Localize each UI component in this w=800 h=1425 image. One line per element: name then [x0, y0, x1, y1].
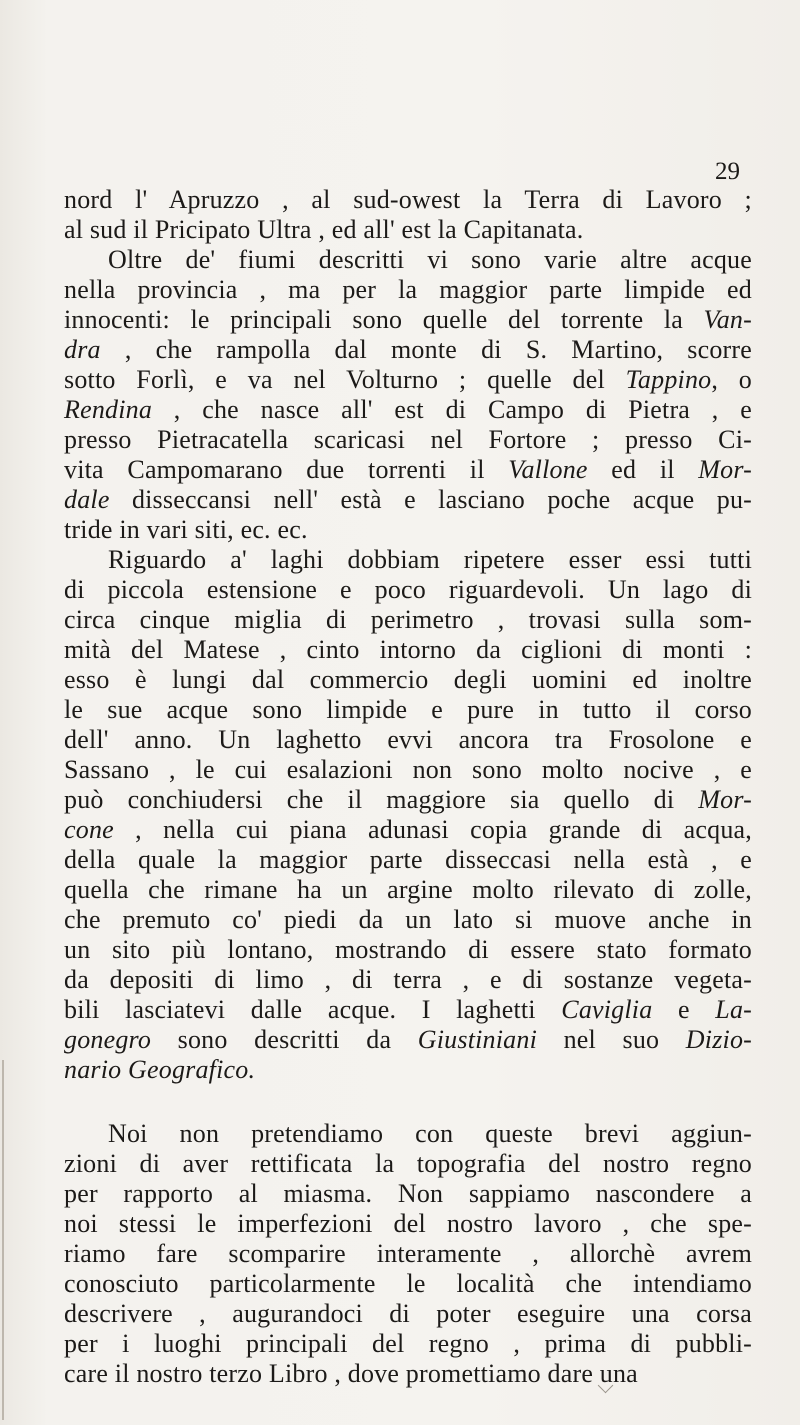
text-segment: presso Pietracatella scaricasi nel Fortore ; presso Ci-	[64, 425, 752, 454]
text-segment: riamo fare scomparire interamente , allorchè avrem	[64, 1239, 752, 1268]
text-line	[64, 1209, 752, 1239]
text-segment: Dizio-	[685, 1025, 752, 1054]
text-segment: Mor-	[698, 785, 752, 814]
text-line	[64, 275, 752, 305]
text-line	[64, 1299, 752, 1329]
text-segment: può conchiudersi che il maggiore sia quello di	[64, 785, 699, 814]
text-line	[64, 665, 752, 695]
text-line	[64, 605, 752, 635]
text-line	[64, 1025, 752, 1055]
text-line	[64, 485, 752, 515]
text-line	[64, 1119, 752, 1149]
text-segment: care il nostro terzo Libro , dove promettiamo dare una	[64, 1359, 638, 1388]
text-segment: disseccansi nell' està e lasciano poche acque pu-	[109, 485, 752, 514]
text-line	[64, 245, 752, 275]
text-segment: Rendina	[64, 395, 153, 424]
text-line	[64, 1055, 752, 1085]
text-line	[64, 215, 752, 245]
text-segment: nario Geografico.	[64, 1055, 256, 1084]
text-line	[64, 1359, 752, 1389]
text-segment: , o	[711, 365, 752, 394]
text-line	[64, 425, 752, 455]
text-line	[64, 695, 752, 725]
text-segment: Caviglia	[561, 995, 653, 1024]
text-line	[64, 905, 752, 935]
text-segment: dra	[64, 335, 101, 364]
text-line	[64, 965, 752, 995]
text-segment: esso è lungi dal commercio degli uomini ed inoltre	[64, 665, 752, 694]
text-segment: , che rampolla dal monte di S. Martino, scorre	[100, 335, 752, 364]
text-segment: descrivere , augurandoci di poter eseguire una corsa	[64, 1299, 752, 1328]
text-line	[64, 755, 752, 785]
text-segment: nel suo	[537, 1025, 686, 1054]
text-segment: conosciuto particolarmente le località che intendiamo	[64, 1269, 752, 1298]
text-segment: un sito più lontano, mostrando di essere stato formato	[64, 935, 752, 964]
text-segment: gonegro	[64, 1025, 152, 1054]
text-segment: , che nasce all' est di Campo di Pietra , e	[152, 395, 752, 424]
text-line	[64, 515, 752, 545]
text-segment: da depositi di limo , di terra , e di sostanze vegeta-	[64, 965, 752, 994]
text-segment: di piccola estensione e poco riguardevoli. Un lago di	[64, 575, 752, 604]
text-segment: , nella cui piana adunasi copia grande di acqua,	[113, 815, 752, 844]
text-line	[64, 1269, 752, 1299]
text-segment: sono descritti da	[151, 1025, 418, 1054]
text-segment: tride in vari siti, ec. ec.	[64, 515, 308, 544]
text-line	[64, 635, 752, 665]
text-segment: sotto Forlì, e va nel Volturno ; quelle del	[64, 365, 626, 394]
text-segment: Tappino	[625, 365, 712, 394]
text-segment: Van-	[703, 305, 752, 334]
body-text	[64, 185, 752, 1389]
text-segment: zioni di aver rettificata la topografia del nostro regno	[64, 1149, 752, 1178]
text-segment: della quale la maggior parte disseccasi nella està , e	[64, 845, 752, 874]
text-segment: dell' anno. Un laghetto evvi ancora tra Frosolone e	[64, 725, 752, 754]
text-segment: Sassano , le cui esalazioni non sono molto nocive , e	[64, 755, 752, 784]
text-segment: nord l' Apruzzo , al sud-owest la Terra di Lavoro ;	[64, 185, 752, 214]
text-segment: Giustiniani	[417, 1025, 537, 1054]
paragraph-gap	[64, 1085, 752, 1119]
text-segment: Oltre de' fiumi descritti vi sono varie altre acque	[108, 245, 752, 274]
text-segment: Noi non pretendiamo con queste brevi aggiun-	[108, 1119, 752, 1148]
text-line	[64, 935, 752, 965]
text-segment: per rapporto al miasma. Non sappiamo nascondere a	[64, 1179, 752, 1208]
text-segment: vita Campomarano due torrenti il	[64, 455, 509, 484]
text-line	[64, 815, 752, 845]
text-segment: mità del Matese , cinto intorno da ciglioni di monti :	[64, 635, 752, 664]
text-line	[64, 335, 752, 365]
text-segment: noi stessi le imperfezioni del nostro lavoro , che spe-	[64, 1209, 752, 1238]
text-line	[64, 1329, 752, 1359]
text-segment: quella che rimane ha un argine molto rilevato di zolle,	[64, 875, 752, 904]
text-line	[64, 785, 752, 815]
text-line	[64, 875, 752, 905]
text-segment: ed il	[587, 455, 699, 484]
text-segment: cone	[64, 815, 114, 844]
text-line	[64, 1149, 752, 1179]
text-line	[64, 365, 752, 395]
text-segment: nella provincia , ma per la maggior parte limpide ed	[64, 275, 752, 304]
text-segment: Riguardo a' laghi dobbiam ripetere esser essi tutti	[108, 545, 752, 574]
text-segment: innocenti: le principali sono quelle del torrente la	[64, 305, 704, 334]
text-line	[64, 305, 752, 335]
text-segment: dale	[64, 485, 110, 514]
text-line	[64, 1179, 752, 1209]
text-line	[64, 995, 752, 1025]
page-number: 29	[715, 158, 740, 185]
text-line	[64, 1239, 752, 1269]
text-line	[64, 545, 752, 575]
text-segment: al sud il Pricipato Ultra , ed all' est la Capitanata.	[64, 215, 584, 244]
text-segment: Mor-	[698, 455, 752, 484]
text-line	[64, 575, 752, 605]
text-segment: Vallone	[508, 455, 588, 484]
text-segment: circa cinque miglia di perimetro , trovasi sulla som-	[64, 605, 752, 634]
text-segment: e	[652, 995, 716, 1024]
text-segment: bili lasciatevi dalle acque. I laghetti	[64, 995, 562, 1024]
text-line	[64, 725, 752, 755]
text-line	[64, 185, 752, 215]
text-segment: per i luoghi principali del regno , prima di pubbli-	[64, 1329, 752, 1358]
text-line	[64, 395, 752, 425]
text-segment: le sue acque sono limpide e pure in tutto il corso	[64, 695, 752, 724]
text-segment: che premuto co' piedi da un lato si muove anche in	[64, 905, 752, 934]
text-segment: La-	[715, 995, 753, 1024]
page-edge-shadow	[2, 1060, 4, 1420]
text-line	[64, 845, 752, 875]
text-line	[64, 455, 752, 485]
